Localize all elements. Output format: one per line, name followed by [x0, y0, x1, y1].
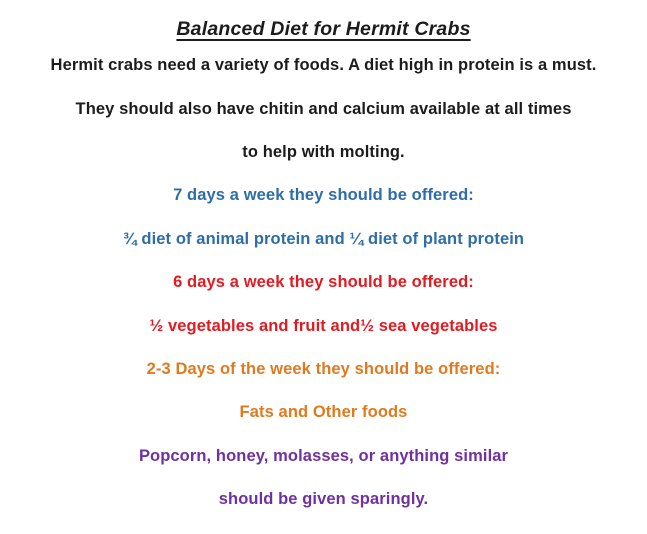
line-intro-molting: to help with molting.	[242, 142, 405, 161]
line-2-3days-heading: 2-3 Days of the week they should be offered:	[146, 359, 501, 378]
line-7days-detail: ¾ diet of animal protein and ¼ diet of plant protein	[122, 229, 525, 248]
line-intro-chitin: They should also have chitin and calcium available at all times	[75, 99, 572, 118]
line-7days-heading: 7 days a week they should be offered:	[173, 186, 474, 205]
line-treats-list: Popcorn, honey, molasses, or anything similar	[138, 446, 509, 465]
line-intro-variety: Hermit crabs need a variety of foods. A diet high in protein is a must.	[50, 56, 597, 75]
line-6days-detail: ½ vegetables and fruit and½ sea vegetables	[149, 316, 498, 335]
line-6days-heading: 6 days a week they should be offered:	[173, 273, 474, 292]
line-2-3days-detail: Fats and Other foods	[239, 403, 408, 422]
line-treats-sparingly: should be given sparingly.	[218, 490, 429, 509]
doc-title: Balanced Diet for Hermit Crabs	[176, 17, 471, 40]
